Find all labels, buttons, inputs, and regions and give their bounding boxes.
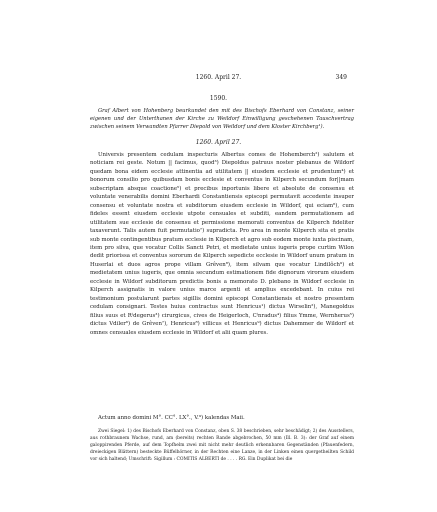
charter-body-text: Universis presentem cedulam inspecturis Albertus comes de Hohemberch²) salutem et noticiam rei geste. Notum || facimus, quod³) Diepoldus patruus noster plebanus de Wildorf quedam bona eidem ecclesie attinentia ad utilitatem || eiusdem ecclesie et prudentum⁴) et bonorum consilio pro quibusdam bonis ecclesie et conventus in Kilperch secundum for||mam subscriptam absque coactione⁵) et precibus inportunis libere et absolute de consensu et voluntate venerabilis domini Eberhardi Constantiensis episcopi permutavit accedente insuper consensu et voluntate nostra et subditorum eiusdem ecclesie in Wildorf, qui eciam⁶), cum fideles essent eiusdem ecclesie utpote censuales et subditi, eandem permutationem ad utilitatem sue ecclesie de consensu et permissione memorati conventus de Kilperch fideliter taxaverunt. Talis autem fuit permutatio⁷) supradicta. Pro area in monte Kilperch sita et pratis sub monte contingentibus pratum ecclesie in Kilperch et agro sub eodem monte iuxta piscinam, item pro silva, que vocatur Collis Sancti Petri, et medietate unius iugeris prope curtim Wilon dedit priorissa et conventus sororum de Kilperch sepedicte ecclesie in Wildorf unum pratum in Huserlai et duos agros prope villam Grêven⁸), item silvam que vocatur Lindilôch⁹) et medietatem unius iugeris, que omnia secundum estimationem fide dignorum virorum eiusdem ecclesie in Wildorf subditorum predictis bonis a memorato D. plebano in Wildorf ecclesie in Kilperch assignatis in valore unius marce argenti et amplius excedebant. In cuius rei testimonium postularunt partes sigillis domini episcopi Constantiensis et nostro presentem cedulam consignari. Testes huius contractus sunt Henricus¹) dictus Wirselin²), Manegoldus filius suus et R⁽degerus³) cirurgicus, cives de Heigerloch, C⁽nradus⁴) filius Ymme, Wernherus⁵) dictus Vdiler⁶) de Grêven⁷), Henricus⁸) villicus et Henricus⁹) dictus Dahemmer de Wildorf et omnes censuales eiusdem ecclesie in Wildorf et alii quam plures. (90, 152, 354, 336)
closing-dating-clause: Actum anno domini M°. CC°. LX°., V.⁹) kalendas Maii. (98, 415, 245, 421)
regest-summary: Graf Albert von Hohenberg beurkundet den mit des Bischofs Eberhard von Constanz, seiner eigenen und der Unterthanen der Kirche zu Weildorf Einwilligung geschehenen Tauschvertrag zwischen seinem Verwandten Pfarrer Diepold von Weildorf und dem Kloster Kirchberg¹). (90, 108, 354, 130)
seal-footnote: Zwei Siegel: 1) des Bischofs Eberhard von Constanz, oben S. 38 beschrieben, sehr beschädigt; 2) des Ausstellers, aus rothbraunem Wachse, rund, am (bereits) rechten Rande abgebrochen, 50 mm (Ill. B. 3): der Graf auf einem galoppirenden Pferde, auf dem Topfhelm zwei mit nicht mehr deutlich erkennbaren Gegenständen (Pfauenfedern, dreieckigen Blättern) besteckte Büffelhörner, in der Rechten eine Lanze, in der Linken einen quergetheilten Schild vor sich haltend; Umschrift: Sigillum : COMITIS ALBERTI de . . . . RG. Ein Duplikat bei die (90, 429, 354, 462)
running-title: 1260. April 27. (195, 74, 242, 81)
page-number: 349 (335, 74, 347, 81)
date-line: 1260. April 27. (195, 139, 242, 146)
document-number: 1590. (209, 95, 228, 102)
